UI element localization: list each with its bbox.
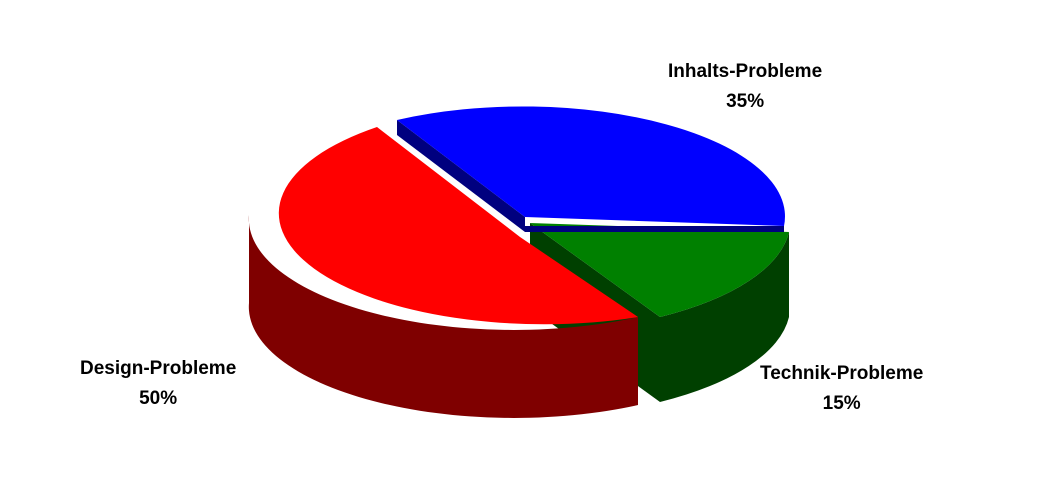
- label-design-probleme: [80, 354, 236, 414]
- label-technik-percent: 15%: [822, 393, 861, 414]
- label-inhalts-percent: 35%: [726, 91, 765, 112]
- label-inhalts-probleme: [668, 57, 822, 117]
- label-inhalts-name: Inhalts-Probleme: [668, 61, 823, 82]
- slice-inhalts-side-outer: [525, 226, 784, 232]
- label-technik-probleme: [760, 359, 923, 419]
- label-design-percent: 50%: [139, 388, 178, 409]
- label-technik-name: Technik-Probleme: [760, 363, 924, 384]
- label-design-name: Design-Probleme: [80, 358, 237, 379]
